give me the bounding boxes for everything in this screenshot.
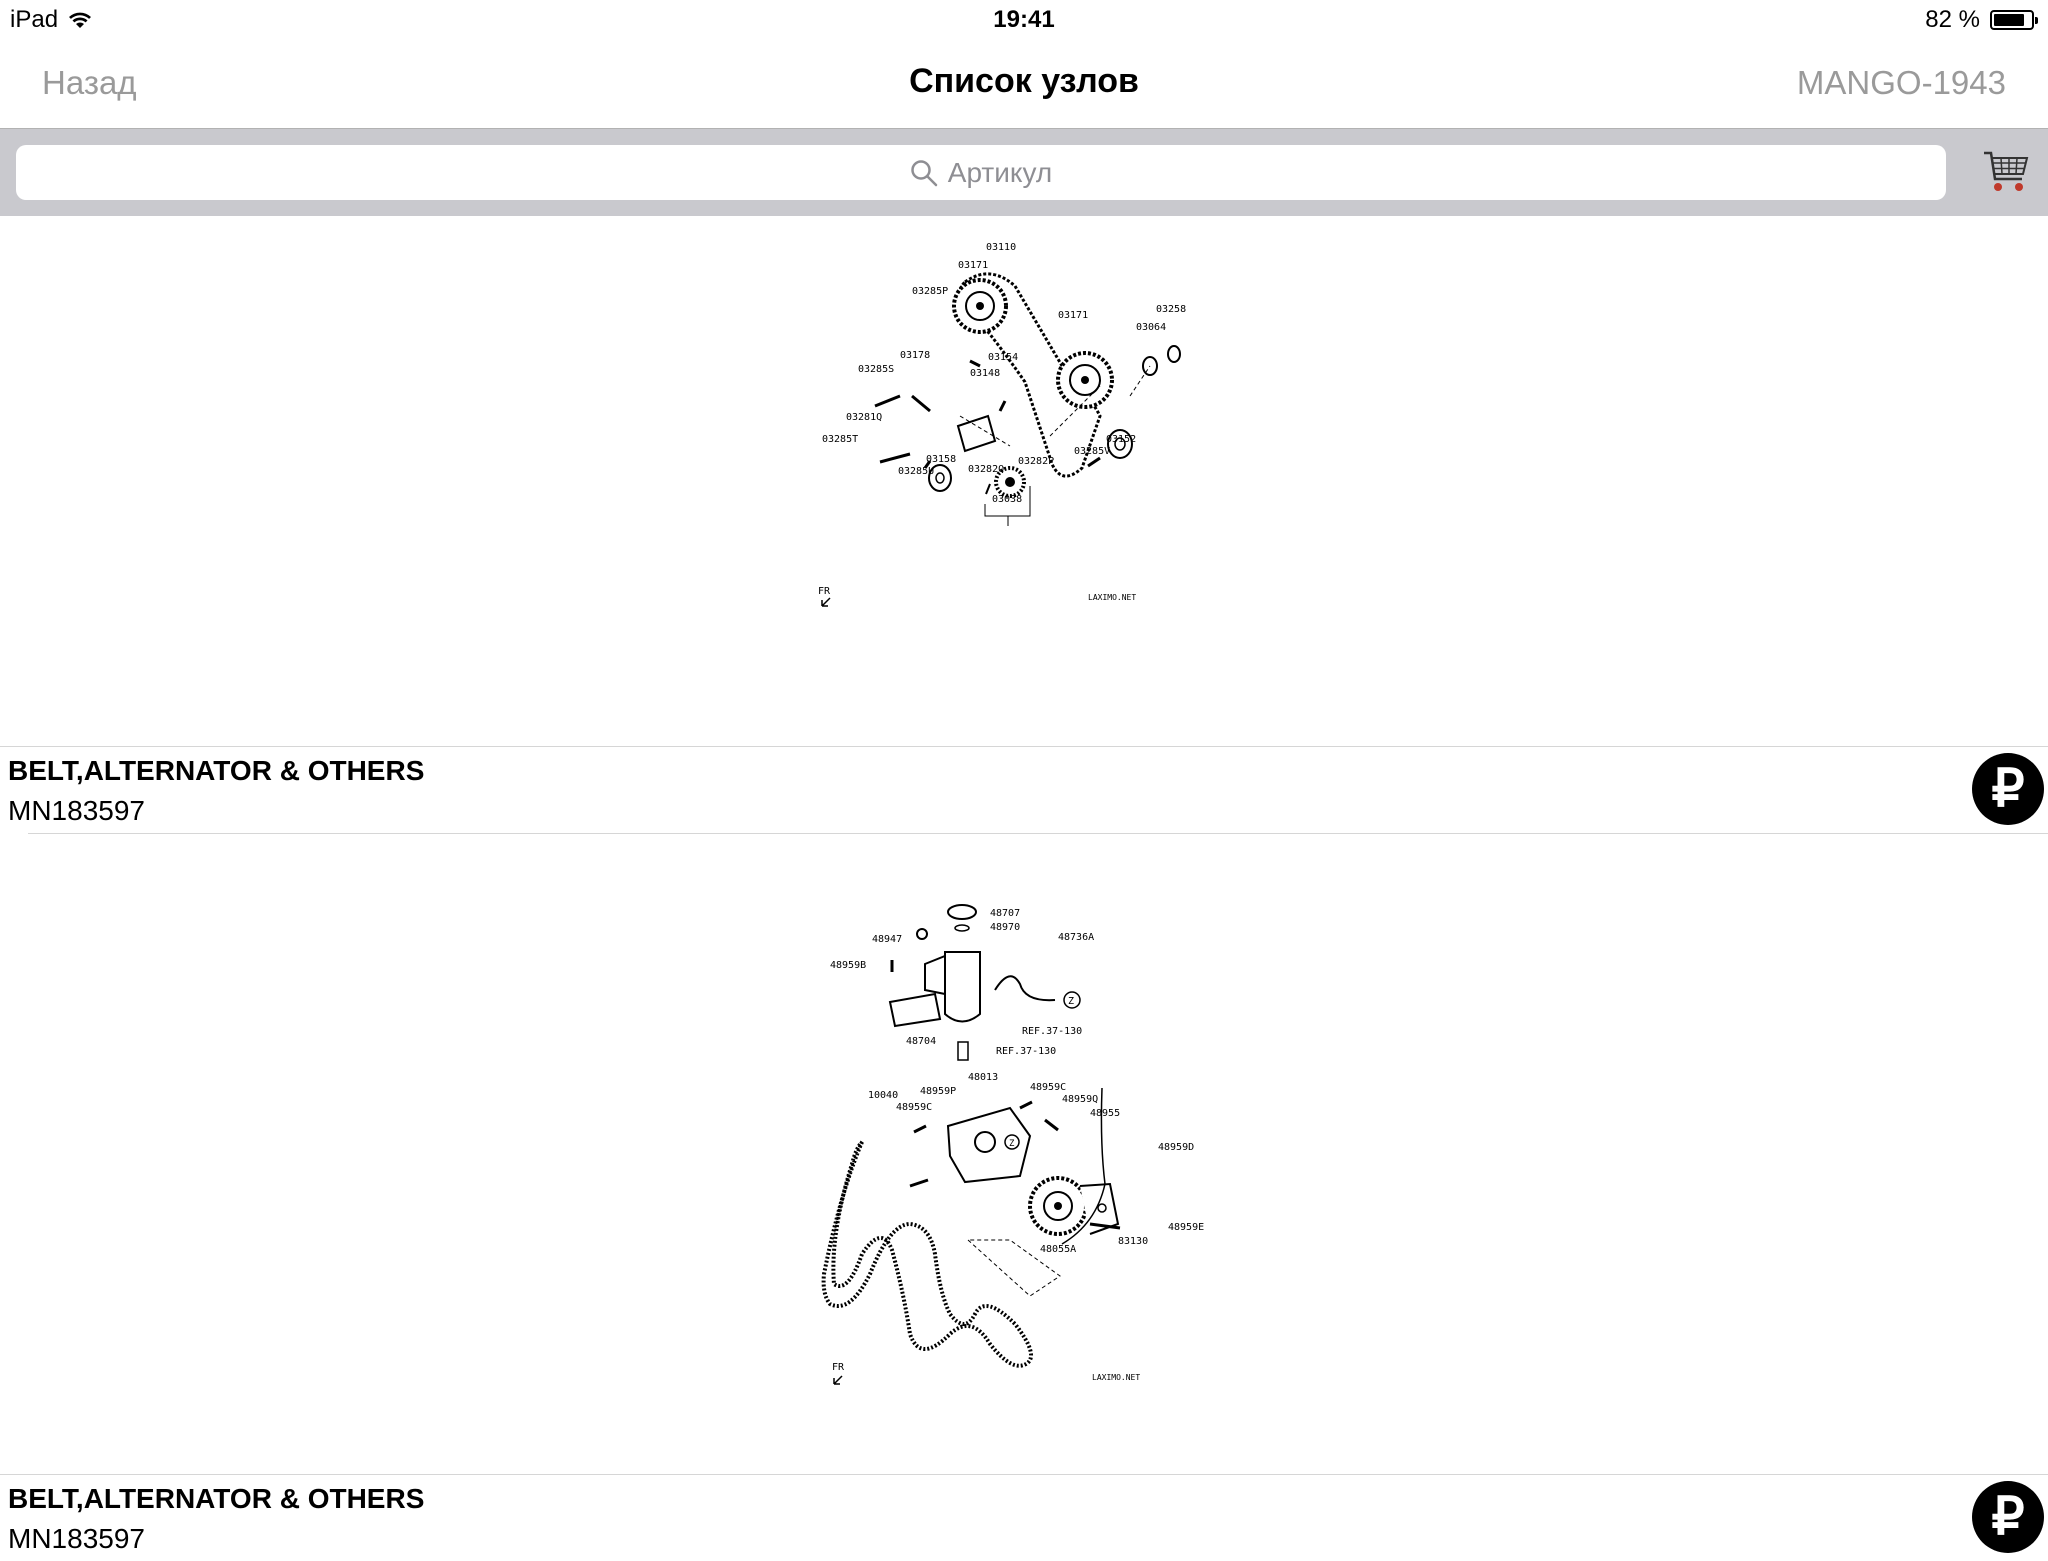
svg-text:48970: 48970	[990, 922, 1021, 933]
svg-text:48959B: 48959B	[830, 960, 867, 971]
svg-text:03285S: 03285S	[858, 364, 895, 375]
item-title: BELT,ALTERNATOR & OTHERS	[8, 755, 425, 786]
svg-text:48013: 48013	[968, 1072, 999, 1083]
item-code: MN183597	[8, 795, 145, 826]
ruble-icon: ₽	[1991, 1488, 2025, 1546]
svg-text:48959D: 48959D	[1158, 1142, 1195, 1153]
svg-text:03282P: 03282P	[1018, 456, 1055, 467]
svg-text:LAXIMO.NET: LAXIMO.NET	[1088, 593, 1137, 602]
svg-text:48947: 48947	[872, 934, 903, 945]
svg-text:48736A: 48736A	[1058, 932, 1095, 943]
svg-text:03158: 03158	[926, 454, 957, 465]
svg-text:03282Q: 03282Q	[968, 464, 1005, 475]
list-item[interactable]	[0, 216, 2048, 746]
vin-button[interactable]: MANGO-1943	[1796, 64, 2006, 101]
svg-text:FR: FR	[832, 1362, 845, 1373]
svg-text:03152: 03152	[1106, 434, 1137, 445]
svg-text:03285U: 03285U	[898, 466, 935, 477]
clock: 19:41	[993, 6, 1055, 33]
status-bar	[0, 0, 2048, 40]
svg-text:48959E: 48959E	[1168, 1222, 1205, 1233]
svg-text:03064: 03064	[1136, 322, 1167, 333]
svg-text:03171: 03171	[1058, 310, 1089, 321]
item-code: MN183597	[8, 1523, 145, 1554]
navigation-bar	[0, 40, 2048, 129]
svg-text:03178: 03178	[900, 350, 931, 361]
svg-text:48055A: 48055A	[1040, 1244, 1077, 1255]
svg-text:03285P: 03285P	[912, 286, 949, 297]
svg-text:03110: 03110	[986, 242, 1017, 253]
svg-text:48707: 48707	[990, 908, 1021, 919]
status-right	[1925, 6, 2034, 34]
page-title: Список узлов	[909, 62, 1139, 100]
svg-text:03258: 03258	[1156, 304, 1187, 315]
ruble-icon: ₽	[1991, 760, 2025, 818]
svg-text:48955: 48955	[1090, 1108, 1121, 1119]
list-item[interactable]	[0, 834, 2048, 1474]
svg-text:03148: 03148	[970, 368, 1001, 379]
svg-text:FR: FR	[818, 586, 831, 597]
svg-text:48959P: 48959P	[920, 1086, 957, 1097]
svg-text:48959C: 48959C	[896, 1102, 933, 1113]
item-title: BELT,ALTERNATOR & OTHERS	[8, 1483, 425, 1514]
svg-text:83130: 83130	[1118, 1236, 1149, 1247]
svg-text:Z: Z	[1009, 1139, 1015, 1149]
svg-text:Z: Z	[1068, 996, 1075, 1007]
svg-text:LAXIMO.NET: LAXIMO.NET	[1092, 1373, 1141, 1382]
back-button[interactable]: Назад	[42, 64, 137, 101]
svg-text:03281Q: 03281Q	[846, 412, 883, 423]
svg-text:03171: 03171	[958, 260, 989, 271]
svg-text:03154: 03154	[988, 352, 1019, 363]
svg-text:03038: 03038	[992, 494, 1023, 505]
svg-text:03285T: 03285T	[822, 434, 859, 445]
svg-text:REF.37-130: REF.37-130	[996, 1046, 1057, 1057]
diagram-image	[800, 236, 1240, 706]
search-input[interactable]	[16, 145, 1946, 200]
svg-text:48959C: 48959C	[1030, 1082, 1067, 1093]
list-item-info[interactable]	[0, 1475, 2048, 1561]
svg-text:REF.37-130: REF.37-130	[1022, 1026, 1083, 1037]
search-placeholder: Артикул	[947, 156, 1053, 188]
list-item-info[interactable]	[0, 747, 2048, 833]
device-name: iPad	[10, 6, 59, 33]
cart-icon[interactable]	[1982, 149, 2030, 195]
price-button[interactable]	[1972, 1481, 2044, 1553]
svg-text:10040: 10040	[868, 1090, 899, 1101]
svg-text:03285V: 03285V	[1074, 446, 1111, 457]
battery-icon	[1990, 10, 2034, 30]
search-icon	[910, 159, 938, 187]
svg-text:48959Q: 48959Q	[1062, 1094, 1099, 1105]
svg-text:48704: 48704	[906, 1036, 937, 1047]
search-bar	[0, 129, 2048, 216]
price-button[interactable]	[1972, 753, 2044, 825]
diagram-image	[800, 894, 1240, 1414]
battery-percent: 82 %	[1925, 6, 1980, 33]
